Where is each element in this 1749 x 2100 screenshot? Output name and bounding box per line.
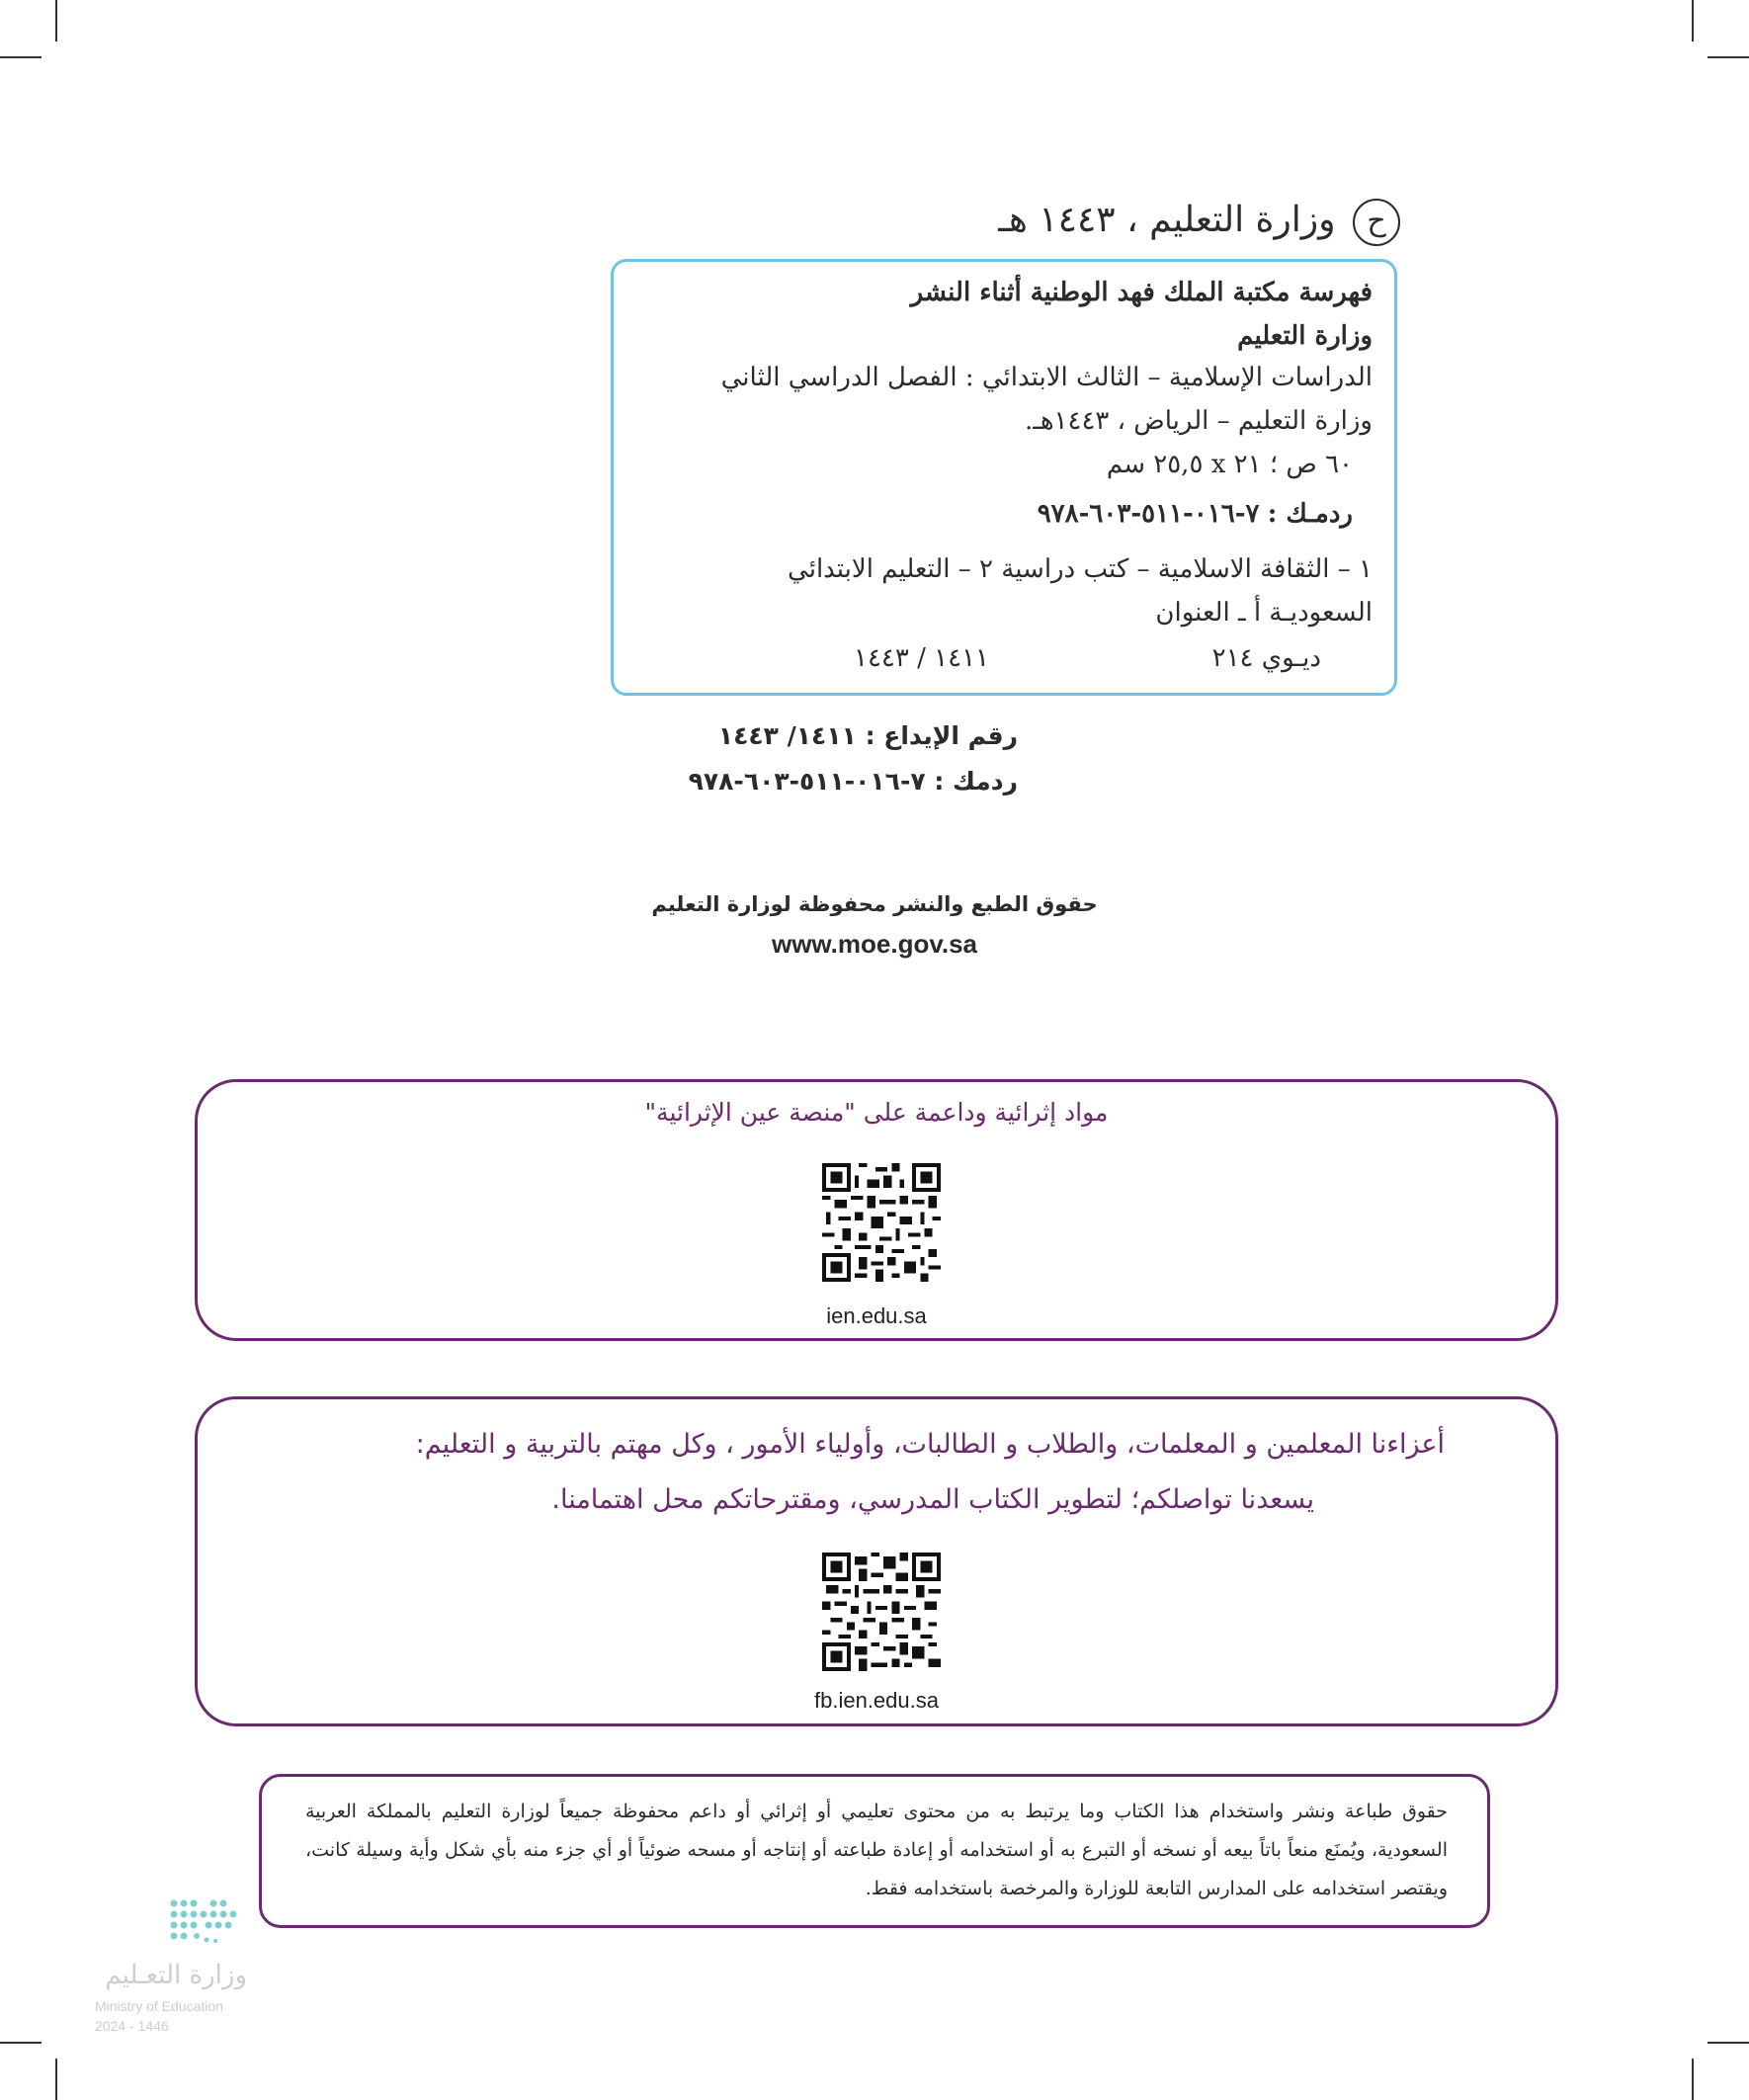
catalog-physical: ٦٠ ص ؛ ٢١ x ٢٥,٥ سم xyxy=(1106,450,1353,479)
legal-notice-box xyxy=(259,1774,1490,1928)
catalog-dewey: ديـوي ٢١٤ xyxy=(1211,643,1321,673)
crop-mark xyxy=(0,2042,42,2044)
ministry-logo xyxy=(95,1895,332,2044)
rights-statement: حقوق الطبع والنشر محفوظة لوزارة التعليم xyxy=(651,892,1098,916)
copyright-text: وزارة التعليم ، ١٤٤٣ هـ xyxy=(998,200,1336,240)
feedback-qr-code-icon[interactable] xyxy=(822,1553,941,1671)
ministry-logo-dots-icon xyxy=(95,1895,332,1955)
catalog-isbn xyxy=(1038,499,1353,529)
feedback-line1: أعزاءنا المعلمين و المعلمات، والطلاب و الطالبات، وأولياء الأمور ، وكل مهتم بالتربية و التعليم: xyxy=(415,1429,1445,1460)
catalog-title-line2: وزارة التعليم – الرياض ، ١٤٤٣هـ. xyxy=(1024,406,1373,436)
ministry-logo-arabic: وزارة التعـليم xyxy=(105,1961,247,1990)
ien-platform-box xyxy=(195,1079,1558,1341)
crop-mark xyxy=(55,2058,57,2100)
feedback-box xyxy=(195,1396,1558,1726)
catalog-title-line1: الدراسات الإسلامية – الثالث الابتدائي : الفصل الدراسي الثاني xyxy=(720,363,1373,392)
deposit-isbn-value: ٧-٠١٦-٥١١-٦٠٣-٩٧٨ xyxy=(688,767,926,796)
crop-mark xyxy=(1692,2058,1694,2100)
catalog-isbn-value: ٧-٠١٦-٥١١-٦٠٣-٩٧٨ xyxy=(1037,499,1260,529)
feedback-url[interactable]: fb.ien.edu.sa xyxy=(814,1688,939,1713)
moe-website-link[interactable]: www.moe.gov.sa xyxy=(771,929,978,959)
catalog-deposit-short: ١٤١١ / ١٤٤٣ xyxy=(853,643,989,673)
ministry-logo-year: 2024 - 1446 xyxy=(95,2018,169,2034)
cataloging-box xyxy=(611,259,1397,696)
catalog-subjects-line2: السعوديـة أ ـ العنوان xyxy=(1155,598,1373,628)
catalog-publisher: وزارة التعليم xyxy=(1237,321,1373,351)
deposit-value: ١٤١١/ ١٤٤٣ xyxy=(717,721,857,750)
catalog-isbn-label: ردمـك : xyxy=(1267,499,1353,529)
catalog-subjects-line1: ١ – الثقافة الاسلامية – كتب دراسية ٢ – التعليم الابتدائي xyxy=(788,554,1373,584)
crop-mark xyxy=(1707,2042,1749,2044)
crop-mark xyxy=(55,0,57,42)
deposit-block xyxy=(689,714,1018,804)
crop-mark xyxy=(0,56,42,58)
copyright-symbol: ح xyxy=(1353,199,1400,246)
feedback-line2: يسعدنا تواصلكم؛ لتطوير الكتاب المدرسي، ومقترحاتكم محل اهتمامنا. xyxy=(551,1484,1314,1515)
deposit-isbn xyxy=(689,759,1018,804)
ministry-logo-english: Ministry of Education xyxy=(95,1998,223,2014)
deposit-number xyxy=(689,714,1018,759)
deposit-label: رقم الإيداع : xyxy=(865,721,1018,750)
ien-qr-code-icon[interactable] xyxy=(822,1163,941,1282)
crop-mark xyxy=(1692,0,1694,42)
ien-platform-text: مواد إثرائية وداعمة على "منصة عين الإثرائية" xyxy=(644,1098,1109,1127)
legal-notice-text: حقوق طباعة ونشر واستخدام هذا الكتاب وما يرتبط به من محتوى تعليمي أو إثرائي أو داعم محفوظة جميعاً لوزارة التعليم بالمملكة العربية السعودية، ويُمنَع منعاً باتاً بيعه أو نسخه أو التبرع به أو استخدامه أو إعادة طباعته أو إنتاجه أو مسحه ضوئياً أو أي جزء منه بأي شكل وأية وسيلة كانت، ويقتصر استخدامه على المدارس التابعة للوزارة والمرخصة باستخدامه فقط. xyxy=(305,1801,1448,1899)
catalog-header: فهرسة مكتبة الملك فهد الوطنية أثناء النشر xyxy=(910,278,1373,307)
crop-mark xyxy=(1707,56,1749,58)
copyright-line xyxy=(708,193,1400,248)
deposit-isbn-label: ردمك : xyxy=(934,767,1018,796)
ien-url[interactable]: ien.edu.sa xyxy=(826,1303,927,1328)
